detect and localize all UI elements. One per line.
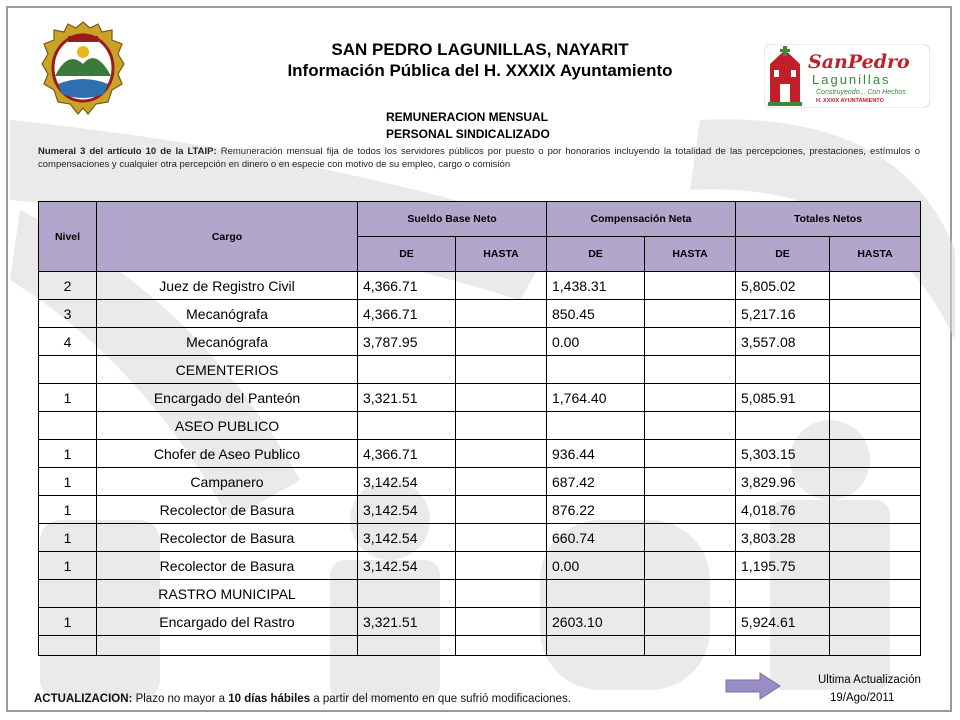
cell-comp-hasta <box>645 328 736 356</box>
cell-nivel: 1 <box>39 524 97 552</box>
cell-cargo: Encargado del Rastro <box>97 608 358 636</box>
logo-brand-text: SanPedro <box>808 51 910 73</box>
table-row <box>39 356 921 384</box>
cell-nivel: 1 <box>39 468 97 496</box>
header-sueldo-de: DE <box>358 237 456 272</box>
cell-comp-de <box>547 412 645 440</box>
table-row <box>39 580 921 608</box>
cell-total-hasta <box>830 636 921 656</box>
header-sueldo: Sueldo Base Neto <box>358 202 547 237</box>
salary-table <box>38 201 921 656</box>
cell-nivel: 2 <box>39 272 97 300</box>
table-row <box>39 412 921 440</box>
cell-comp-hasta <box>645 356 736 384</box>
cell-cargo: Recolector de Basura <box>97 496 358 524</box>
cell-total-hasta <box>830 356 921 384</box>
cell-comp-hasta <box>645 608 736 636</box>
cell-total-hasta <box>830 524 921 552</box>
cell-nivel: 1 <box>39 440 97 468</box>
cell-nivel: 1 <box>39 384 97 412</box>
cell-cargo: CEMENTERIOS <box>97 356 358 384</box>
cell-comp-de: 1,438.31 <box>547 272 645 300</box>
cell-sueldo-hasta <box>456 440 547 468</box>
cell-total-hasta <box>830 608 921 636</box>
cell-nivel <box>39 412 97 440</box>
cell-sueldo-hasta <box>456 496 547 524</box>
table-row <box>39 328 921 356</box>
cell-sueldo-de: 3,142.54 <box>358 496 456 524</box>
cell-cargo: Juez de Registro Civil <box>97 272 358 300</box>
logo-name-text: Lagunillas <box>812 72 891 87</box>
cell-sueldo-de: 3,321.51 <box>358 384 456 412</box>
header-totales: Totales Netos <box>736 202 921 237</box>
header-compensacion: Compensación Neta <box>547 202 736 237</box>
cell-comp-de: 0.00 <box>547 328 645 356</box>
cell-cargo: Chofer de Aseo Publico <box>97 440 358 468</box>
header-sueldo-hasta: HASTA <box>456 237 547 272</box>
cell-comp-hasta <box>645 552 736 580</box>
table-header-row <box>39 202 921 237</box>
legal-description <box>38 145 920 171</box>
cell-total-de: 4,018.76 <box>736 496 830 524</box>
cell-nivel: 1 <box>39 608 97 636</box>
cell-total-hasta <box>830 552 921 580</box>
cell-sueldo-hasta <box>456 328 547 356</box>
cell-comp-de: 850.45 <box>547 300 645 328</box>
cell-comp-hasta <box>645 496 736 524</box>
table-row <box>39 300 921 328</box>
cell-sueldo-hasta <box>456 356 547 384</box>
cell-comp-hasta <box>645 440 736 468</box>
cell-comp-de: 687.42 <box>547 468 645 496</box>
cell-total-de: 3,829.96 <box>736 468 830 496</box>
cell-cargo: Recolector de Basura <box>97 552 358 580</box>
cell-comp-hasta <box>645 384 736 412</box>
cell-nivel <box>39 356 97 384</box>
header-nivel: Nivel <box>39 202 97 272</box>
logo-ayuntamiento-text: H. XXXIX AYUNTAMIENTO <box>816 98 884 104</box>
cell-cargo: Campanero <box>97 468 358 496</box>
cell-cargo: Recolector de Basura <box>97 524 358 552</box>
cell-total-de <box>736 580 830 608</box>
section-heading: REMUNERACION MENSUAL <box>386 110 548 124</box>
cell-sueldo-de <box>358 356 456 384</box>
table-row <box>39 468 921 496</box>
cell-total-de <box>736 636 830 656</box>
cell-total-de <box>736 412 830 440</box>
table-row <box>39 272 921 300</box>
cell-total-de: 1,195.75 <box>736 552 830 580</box>
cell-sueldo-hasta <box>456 300 547 328</box>
cell-comp-hasta <box>645 300 736 328</box>
cell-total-hasta <box>830 300 921 328</box>
cell-sueldo-de: 3,142.54 <box>358 468 456 496</box>
legal-description-label: Numeral 3 del artículo 10 de la LTAIP: <box>38 146 217 157</box>
table-row <box>39 440 921 468</box>
update-policy-text-b: a partir del momento en que sufrió modificaciones. <box>310 693 571 705</box>
cell-cargo: Encargado del Panteón <box>97 384 358 412</box>
cell-comp-de: 0.00 <box>547 552 645 580</box>
cell-sueldo-de: 3,321.51 <box>358 608 456 636</box>
cell-sueldo-hasta <box>456 272 547 300</box>
cell-sueldo-de: 4,366.71 <box>358 440 456 468</box>
cell-comp-hasta <box>645 272 736 300</box>
cell-total-de: 5,805.02 <box>736 272 830 300</box>
table-row <box>39 552 921 580</box>
header-comp-de: DE <box>547 237 645 272</box>
page-subtitle: Información Pública del H. XXXIX Ayuntamiento <box>287 61 673 80</box>
cell-cargo <box>97 636 358 656</box>
cell-total-hasta <box>830 384 921 412</box>
cell-total-hasta <box>830 496 921 524</box>
cell-total-hasta <box>830 468 921 496</box>
update-policy-text-a: Plazo no mayor a <box>132 693 229 705</box>
cell-sueldo-hasta <box>456 384 547 412</box>
table-row <box>39 636 921 656</box>
cell-nivel: 4 <box>39 328 97 356</box>
cell-cargo: RASTRO MUNICIPAL <box>97 580 358 608</box>
table-row <box>39 384 921 412</box>
cell-comp-de <box>547 636 645 656</box>
cell-total-hasta <box>830 580 921 608</box>
cell-comp-de: 876.22 <box>547 496 645 524</box>
cell-comp-de: 936.44 <box>547 440 645 468</box>
cell-cargo: Mecanógrafa <box>97 328 358 356</box>
cell-cargo: ASEO PUBLICO <box>97 412 358 440</box>
cell-nivel <box>39 636 97 656</box>
cell-sueldo-hasta <box>456 636 547 656</box>
cell-comp-hasta <box>645 524 736 552</box>
cell-comp-de <box>547 580 645 608</box>
update-policy-label: ACTUALIZACION: <box>34 693 133 705</box>
cell-sueldo-hasta <box>456 468 547 496</box>
cell-sueldo-de: 4,366.71 <box>358 300 456 328</box>
table-row <box>39 496 921 524</box>
cell-comp-hasta <box>645 636 736 656</box>
table-row <box>39 608 921 636</box>
cell-comp-hasta <box>645 580 736 608</box>
cell-total-de: 5,085.91 <box>736 384 830 412</box>
cell-sueldo-hasta <box>456 524 547 552</box>
cell-comp-hasta <box>645 412 736 440</box>
logo-tagline-text: Construyendo... Con Hechos <box>816 89 906 96</box>
cell-comp-de: 1,764.40 <box>547 384 645 412</box>
cell-total-hasta <box>830 328 921 356</box>
cell-sueldo-de <box>358 636 456 656</box>
cell-total-de: 5,924.61 <box>736 608 830 636</box>
cell-total-de: 3,803.28 <box>736 524 830 552</box>
cell-total-de: 5,217.16 <box>736 300 830 328</box>
cell-comp-hasta <box>645 468 736 496</box>
update-policy-bold: 10 días hábiles <box>228 693 311 705</box>
cell-nivel: 3 <box>39 300 97 328</box>
church-logo <box>764 44 930 108</box>
cell-total-hasta <box>830 272 921 300</box>
legal-description-text: Remuneración mensual fija de todos los servidores públicos por puesto o por honorarios incluyendo la totalidad de las percepciones, prestaciones, estímulos o compensaciones y cualquier otra percepción en dinero o en especie con motivo de su empleo, cargo o comisión <box>38 146 920 170</box>
header-total-hasta: HASTA <box>830 237 921 272</box>
cell-sueldo-de: 3,142.54 <box>358 552 456 580</box>
cell-sueldo-hasta <box>456 552 547 580</box>
cell-sueldo-de: 3,787.95 <box>358 328 456 356</box>
cell-comp-de: 2603.10 <box>547 608 645 636</box>
cell-total-de <box>736 356 830 384</box>
cell-comp-de <box>547 356 645 384</box>
cell-nivel <box>39 580 97 608</box>
last-update-date: 19/Ago/2011 <box>830 692 895 704</box>
cell-total-hasta <box>830 412 921 440</box>
cell-cargo: Mecanógrafa <box>97 300 358 328</box>
table-row <box>39 524 921 552</box>
cell-sueldo-hasta <box>456 412 547 440</box>
cell-sueldo-de <box>358 412 456 440</box>
header-cargo: Cargo <box>97 202 358 272</box>
last-update-label: Ultima Actualización <box>818 674 921 686</box>
page-title: SAN PEDRO LAGUNILLAS, NAYARIT <box>331 40 629 59</box>
cell-sueldo-de: 4,366.71 <box>358 272 456 300</box>
cell-total-de: 5,303.15 <box>736 440 830 468</box>
right-arrow-icon[interactable] <box>724 671 782 701</box>
cell-sueldo-hasta <box>456 608 547 636</box>
header-comp-hasta: HASTA <box>645 237 736 272</box>
header-total-de: DE <box>736 237 830 272</box>
cell-sueldo-de: 3,142.54 <box>358 524 456 552</box>
section-subheading: PERSONAL SINDICALIZADO <box>386 127 550 141</box>
cell-nivel: 1 <box>39 496 97 524</box>
cell-total-hasta <box>830 440 921 468</box>
cell-nivel: 1 <box>39 552 97 580</box>
update-policy-note <box>34 693 571 705</box>
cell-comp-de: 660.74 <box>547 524 645 552</box>
cell-sueldo-de <box>358 580 456 608</box>
cell-total-de: 3,557.08 <box>736 328 830 356</box>
cell-sueldo-hasta <box>456 580 547 608</box>
